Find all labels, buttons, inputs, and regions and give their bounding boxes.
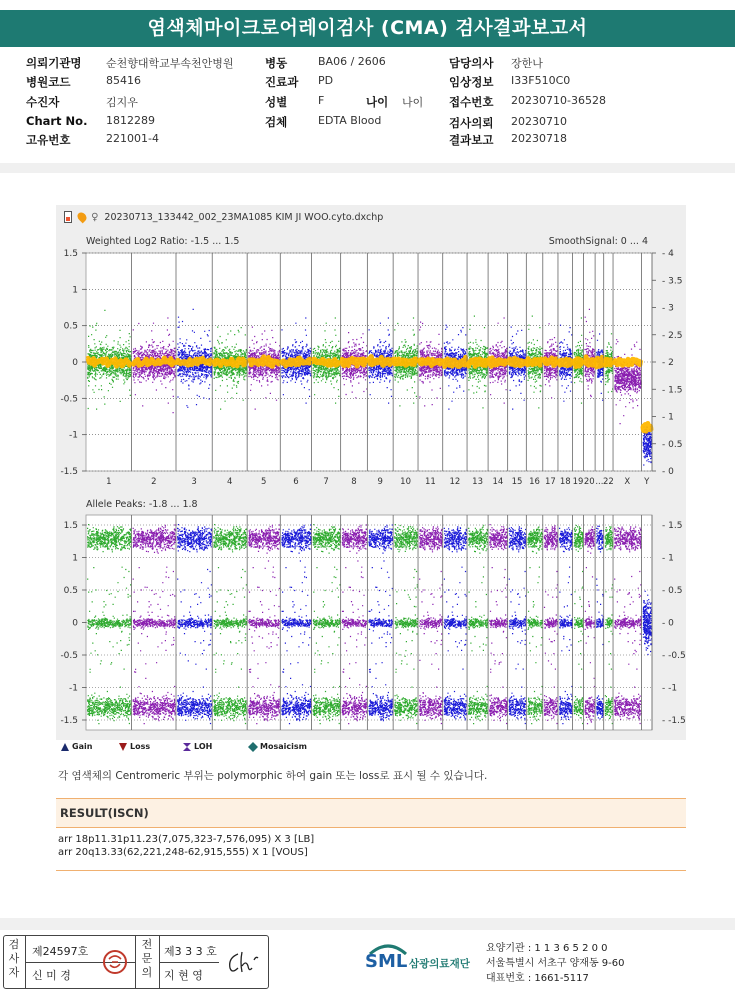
smooth-signal-chr-10 xyxy=(394,357,417,366)
chromosome-label: 1 xyxy=(106,477,112,487)
chromosome-label: 2 xyxy=(151,477,157,487)
legend-mosaicism xyxy=(248,742,307,752)
examiner-label-char: 자 xyxy=(8,966,20,979)
smooth-signal-chr-12 xyxy=(444,357,466,366)
chromosome-label: 11 xyxy=(424,477,436,487)
chromosome-label: ... xyxy=(595,477,604,487)
ratio-tick-label: -1.5 xyxy=(60,467,78,477)
value-requesting-hospital: 순천향대학교부속천안병원 xyxy=(106,57,234,70)
allele-tick-label: 1 xyxy=(72,553,78,564)
chromosome-label: 9 xyxy=(377,477,383,487)
chromosome-label: 22 xyxy=(602,477,614,487)
chromosome-label: X xyxy=(624,477,631,487)
smooth-signal-chr-16 xyxy=(527,359,542,366)
label-test-request: 검사의뢰 xyxy=(449,116,494,130)
smooth-signal-chr-8 xyxy=(342,358,367,366)
loss-triangle-icon xyxy=(118,742,128,752)
examiner-seal-icon xyxy=(102,949,128,975)
chromosome-label: 4 xyxy=(226,477,233,487)
result-line-2: arr 20q13.33(62,221,248-62,915,555) X 1 [VOUS] xyxy=(58,847,308,858)
chromosome-label: 12 xyxy=(449,477,461,487)
smooth-signal-chr-14 xyxy=(489,358,507,366)
smooth-tick-label: - 2 xyxy=(662,358,674,368)
specialist-label-char: 문 xyxy=(141,952,153,965)
label-ward: 병동 xyxy=(265,56,288,70)
specialist-label-char: 전 xyxy=(141,938,153,951)
result-bottom-rule xyxy=(56,870,686,871)
smooth-signal-chr-Y xyxy=(643,424,651,432)
allele-tick-label: 0 xyxy=(72,618,78,629)
chromosome-label: 5 xyxy=(261,477,267,487)
allele-tick-label: 1.5 xyxy=(63,521,78,531)
legend-mosaicism-label: Mosaicism xyxy=(260,742,307,751)
allele-right-tick-label: - 1 xyxy=(662,553,674,564)
result-heading-bar xyxy=(56,798,686,828)
legend-loh-label: LOH xyxy=(194,742,213,751)
legend-loss-label: Loss xyxy=(130,742,151,751)
chromosome-label: 16 xyxy=(529,477,540,487)
smooth-signal-chr-21 xyxy=(596,357,603,367)
chromosome-label: 19 xyxy=(572,477,584,487)
value-chart-no: 1812289 xyxy=(106,114,155,127)
smooth-signal-chr-1 xyxy=(87,358,131,366)
value-receipt-no: 20230710-36528 xyxy=(511,94,606,107)
value-age: 나이 xyxy=(402,96,424,109)
chromosome-label: 14 xyxy=(492,477,504,487)
value-hospital-code: 85416 xyxy=(106,74,141,87)
specialist-label-char: 의 xyxy=(141,966,153,979)
value-clinical-info: I33F510C0 xyxy=(511,74,571,87)
smooth-signal-chr-13 xyxy=(468,359,487,367)
smooth-signal-chr-19 xyxy=(574,359,583,367)
lab-phone-line: 대표번호 : 1661-5117 xyxy=(486,973,589,984)
smooth-signal-title: SmoothSignal: 0 ... 4 xyxy=(548,236,648,247)
value-ward: BA06 / 2606 xyxy=(318,55,386,68)
value-result-report: 20230718 xyxy=(511,132,567,145)
result-line-1: arr 18p11.31p11.23(7,075,323-7,576,095) X 3 [LB] xyxy=(58,834,315,845)
footer-band xyxy=(0,918,735,930)
ratio-tick-label: 1 xyxy=(72,285,78,296)
smooth-tick-label: - 2.5 xyxy=(662,330,683,341)
gain-triangle-icon xyxy=(60,742,70,752)
cma-genome-chart xyxy=(56,205,686,740)
lab-name: 삼광의료재단 xyxy=(409,958,470,970)
sml-logo-text: SML xyxy=(365,951,408,972)
legend-loh xyxy=(182,742,213,752)
report-title: 염색체마이크로어레이검사 (CMA) 검사결과보고서 xyxy=(0,10,735,47)
signature-box xyxy=(3,935,269,989)
smooth-tick-label: - 0.5 xyxy=(662,439,683,450)
chromosome-label: 18 xyxy=(559,477,571,487)
allele-right-tick-label: - -0.5 xyxy=(662,651,686,661)
lab-address xyxy=(486,941,625,986)
smooth-signal-chr-4 xyxy=(213,359,246,366)
chromosome-label: 7 xyxy=(323,477,329,487)
specialist-label xyxy=(138,938,156,980)
chromosome-label: 10 xyxy=(400,477,412,487)
smooth-tick-label: - 1 xyxy=(662,412,674,423)
divider xyxy=(135,936,136,988)
value-unique-no: 221001-4 xyxy=(106,132,159,145)
allele-right-tick-label: - 0.5 xyxy=(662,586,683,596)
specialist-number: 제3 3 3 호 xyxy=(164,945,217,958)
allele-right-tick-label: - 0 xyxy=(662,618,674,629)
value-test-request: 20230710 xyxy=(511,115,567,128)
chromosome-label: 17 xyxy=(544,477,556,487)
chromosome-label: 8 xyxy=(351,477,357,487)
plot-file-name: 20230713_133442_002_23MA1085 KIM JI WOO.cyto.dxchp xyxy=(104,211,384,223)
smooth-tick-label: - 4 xyxy=(662,249,674,259)
legend-loss xyxy=(118,742,151,752)
smooth-tick-label: - 0 xyxy=(662,467,674,477)
chromosome-label: 13 xyxy=(472,477,483,487)
label-department: 진료과 xyxy=(265,75,299,89)
label-doctor: 담당의사 xyxy=(449,56,494,70)
specialist-signature-icon xyxy=(224,948,264,978)
label-unique-no: 고유번호 xyxy=(26,133,71,147)
label-age: 나이 xyxy=(366,95,389,109)
value-specimen: EDTA Blood xyxy=(318,114,382,127)
label-requesting-hospital: 의뢰기관명 xyxy=(26,56,82,70)
centromere-note: 각 염색체의 Centromeric 부위는 polymorphic 하여 gain 또는 loss로 표시 될 수 있습니다. xyxy=(58,770,488,782)
chromosome-label: 15 xyxy=(511,477,523,487)
divider xyxy=(159,962,219,963)
chromosome-label: 3 xyxy=(191,477,197,487)
lab-address-line: 서울특별시 서초구 양재동 9-60 xyxy=(486,958,625,969)
examiner-label-char: 사 xyxy=(8,952,20,965)
allele-right-tick-label: - -1 xyxy=(662,683,678,694)
value-department: PD xyxy=(318,74,334,87)
ratio-tick-label: -0.5 xyxy=(60,394,78,405)
label-result-report: 결과보고 xyxy=(449,133,494,147)
allele-right-tick-label: - -1.5 xyxy=(662,716,686,726)
smooth-signal-chr-17 xyxy=(544,358,557,366)
value-patient: 김지우 xyxy=(106,96,138,109)
result-lines xyxy=(58,833,314,859)
ratio-tick-label: 0 xyxy=(72,358,78,368)
specialist-name: 지 현 영 xyxy=(164,969,203,982)
allele-tick-label: -1 xyxy=(69,683,78,694)
lab-code-line: 요양기관 : 1 1 3 6 5 2 0 0 xyxy=(486,943,608,954)
loh-hourglass-icon xyxy=(182,742,192,752)
separator-band xyxy=(0,163,735,173)
smooth-signal-chr-9 xyxy=(368,357,392,366)
legend-gain-label: Gain xyxy=(72,742,93,751)
label-receipt-no: 접수번호 xyxy=(449,95,494,109)
smooth-tick-label: - 3.5 xyxy=(662,276,683,287)
allele-panel-title: Allele Peaks: -1.8 ... 1.8 xyxy=(86,499,198,510)
label-clinical-info: 임상정보 xyxy=(449,75,494,89)
label-chart-no: Chart No. xyxy=(26,114,88,128)
smooth-signal-chr-2 xyxy=(133,358,175,365)
examiner-label xyxy=(5,938,23,980)
smooth-signal-chr-20 xyxy=(584,357,594,365)
examiner-number: 제24597호 xyxy=(32,945,89,958)
smooth-signal-chr-22 xyxy=(605,359,612,365)
smooth-signal-chr-X xyxy=(614,359,641,365)
chromosome-label: Y xyxy=(644,477,650,487)
label-specimen: 검체 xyxy=(265,115,288,129)
bulb-icon: ♀ xyxy=(91,211,99,223)
smooth-signal-chr-7 xyxy=(313,359,340,365)
cma-plot-panel xyxy=(56,205,686,740)
value-doctor: 장한나 xyxy=(511,57,543,70)
ratio-tick-label: 1.5 xyxy=(63,249,78,259)
label-sex: 성별 xyxy=(265,95,288,109)
legend-gain xyxy=(60,742,93,752)
ratio-tick-label: 0.5 xyxy=(63,321,78,332)
examiner-label-char: 검 xyxy=(8,938,20,951)
allele-tick-label: -1.5 xyxy=(60,716,78,726)
value-sex: F xyxy=(318,94,325,107)
smooth-signal-chr-15 xyxy=(509,358,526,366)
chromosome-label: 6 xyxy=(293,477,299,487)
label-patient: 수진자 xyxy=(26,95,60,109)
smooth-tick-label: - 3 xyxy=(662,303,674,314)
allele-right-tick-label: - 1.5 xyxy=(662,521,683,531)
result-heading: RESULT(ISCN) xyxy=(60,806,149,820)
mosaicism-diamond-icon xyxy=(248,742,258,752)
ratio-panel-title: Weighted Log2 Ratio: -1.5 ... 1.5 xyxy=(86,236,240,247)
smooth-signal-chr-18 xyxy=(559,359,572,366)
ratio-tick-label: -1 xyxy=(69,430,78,441)
label-hospital-code: 병원코드 xyxy=(26,75,71,89)
chromosome-label: 20 xyxy=(583,477,595,487)
allele-tick-label: 0.5 xyxy=(63,586,78,596)
examiner-name: 신 미 경 xyxy=(32,969,71,982)
smooth-tick-label: - 1.5 xyxy=(662,385,683,396)
smooth-signal-chr-11 xyxy=(419,358,442,365)
allele-tick-label: -0.5 xyxy=(60,651,78,661)
